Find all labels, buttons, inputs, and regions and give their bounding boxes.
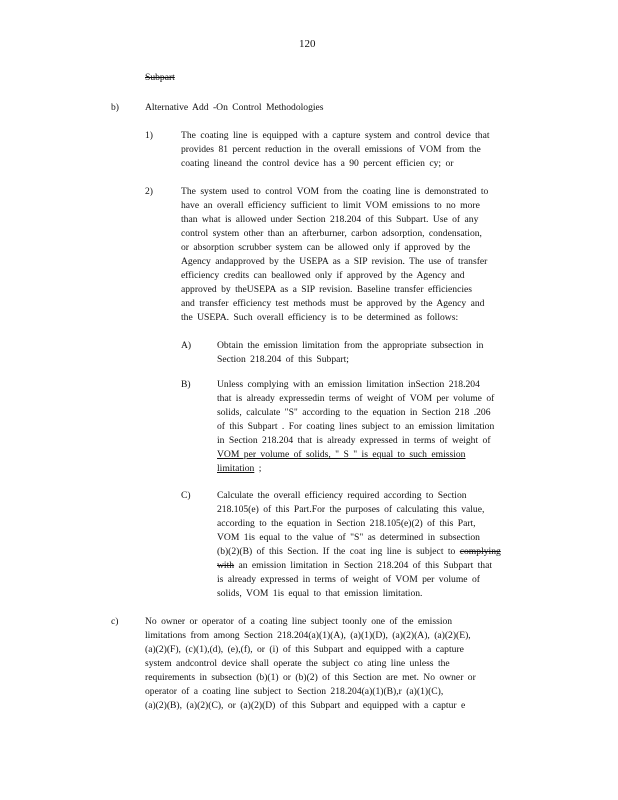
sub-b-label: B) [181,379,191,390]
section-c-line: system andcontrol device shall operate the subject co ating line unless the [145,658,450,669]
item-2-line: Agency andapproved by the USEPA as a SIP revision. The use of transfer [181,256,488,267]
sub-b-text [217,378,494,476]
sub-b-line-end: ; [254,463,262,474]
item-2-text [181,185,488,325]
item-1-line: provides 81 percent reduction in the overall emissions of VOM from the [181,144,481,155]
sub-a-line: Section 218.204 of this Subpart; [217,354,349,365]
section-b-label: b) [111,102,119,113]
sub-b-line: in Section 218.204 that is already expressed in terms of weight of [217,435,491,446]
sub-a-label: A) [181,340,192,351]
section-c-label: c) [111,616,119,627]
item-2-line: The system used to control VOM from the coating line is demonstrated to [181,186,489,197]
item-2-label: 2) [145,186,153,197]
sub-a-text [217,339,483,367]
item-1-text [181,129,490,171]
item-2-line: and transfer efficiency test methods must be approved by the Agency and [181,298,485,309]
section-c-line: requirements in subsection (b)(1) or (b)(2) of this Section are met. No owner or [145,672,476,683]
sub-c-line: solids, VOM 1is equal to that emission limitation. [217,588,423,599]
sub-c-line: VOM 1is equal to the value of "S" as determined in subsection [217,532,480,543]
sub-c-line: Calculate the overall efficiency required according to Section [217,490,467,501]
page-number: 120 [299,38,316,50]
sub-c-label: C) [181,490,191,501]
section-c-line: No owner or operator of a coating line subject toonly one of the emission [145,616,453,627]
item-2-line: have an overall efficiency sufficient to limit VOM emissions to no more [181,200,480,211]
sub-c-line: according to the equation in Section 218.105(e)(2) of this Part, [217,518,476,529]
sub-c-deleted-text: with [217,560,235,571]
item-2-line: control system other than an afterburner, carbon adsorption, condensation, [181,228,482,239]
sub-b-inserted-line: limitation [217,463,255,474]
section-b-title: Alternative Add -On Control Methodologies [145,102,324,113]
item-2-line: approved by theUSEPA as a SIP revision. Baseline transfer efficiencies [181,284,473,295]
section-c-text [145,615,476,713]
sub-c-deleted-text: complying [459,546,501,557]
item-1-label: 1) [145,130,153,141]
sub-b-line: that is already expressedin terms of weight of VOM per volume of [217,393,495,404]
sub-c-line: 218.105(e) of this Part.For the purposes of calculating this value, [217,504,485,515]
sub-b-line: Unless complying with an emission limitation inSection 218.204 [217,379,480,390]
sub-c-line: (b)(2)(B) of this Section. If the coat ing line is subject to [217,546,456,557]
sub-b-line: of this Subpart . For coating lines subject to an emission limitation [217,421,495,432]
section-c-line: (a)(2)(F), (c)(1),(d), (e),(f), or (i) of this Subpart and equipped with a capture [145,644,464,655]
sub-b-line: solids, calculate "S" according to the equation in Section 218 .206 [217,407,491,418]
item-2-line: or absorption scrubber system can be allowed only if approved by the [181,242,471,253]
sub-c-text [217,489,501,601]
sub-a-line: Obtain the emission limitation from the appropriate subsection in [217,340,484,351]
sub-b-inserted-line: VOM per volume of solids, " S " is equal to such emission [217,449,466,460]
item-2-line: than what is allowed under Section 218.204 of this Subpart. Use of any [181,214,479,225]
item-2-line: efficiency credits can beallowed only if approved by the Agency and [181,270,465,281]
item-1-line: The coating line is equipped with a capture system and control device that [181,130,490,141]
section-c-line: operator of a coating line subject to Section 218.204(a)(1)(B),r (a)(1)(C), [145,686,444,697]
sub-c-line: is already expressed in terms of weight of VOM per volume of [217,574,480,585]
subpart-heading: Subpart [145,72,175,83]
section-c-line: (a)(2)(B), (a)(2)(C), or (a)(2)(D) of this Subpart and equipped with a captur e [145,700,466,711]
item-1-line: coating lineand the control device has a 90 percent efficien cy; or [181,158,454,169]
sub-c-line: an emission limitation in Section 218.204 of this Subpart that [234,560,493,571]
section-c-line: limitations from among Section 218.204(a)(1)(A), (a)(1)(D), (a)(2)(A), (a)(2)(E), [145,630,471,641]
item-2-line: the USEPA. Such overall efficiency is to be determined as follows: [181,312,459,323]
